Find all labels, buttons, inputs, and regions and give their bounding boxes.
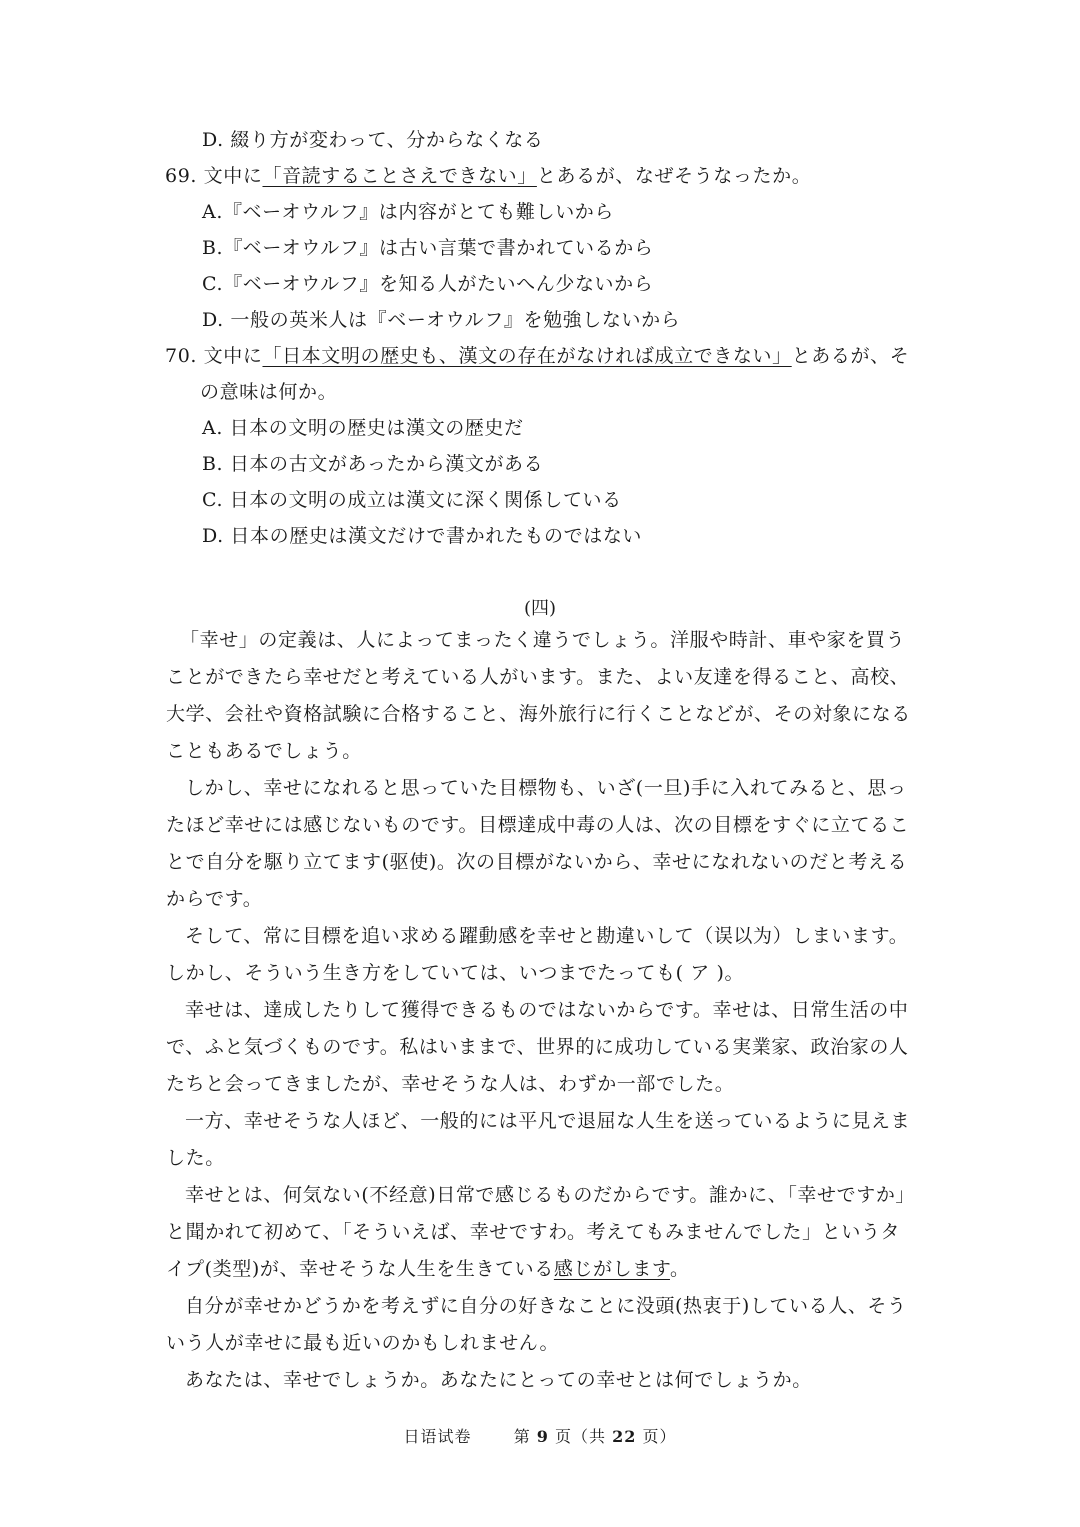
- passage-line-21: あなたは、幸せでしょうか。あなたにとっての幸せとは何でしょうか。: [185, 1369, 812, 1391]
- q69-number: 69.: [165, 165, 198, 187]
- passage-line-19: 自分が幸せかどうかを考えずに自分の好きなことに没頭(热衷于)している人、そう: [185, 1295, 907, 1317]
- passage-line-18-prefix: イプ(类型)が、幸せそうな人生を生きている: [166, 1258, 554, 1280]
- q69-prefix: 文中に: [203, 165, 263, 187]
- passage-line-7: とで自分を駆り立てます(驱使)。次の目標がないから、幸せになれないのだと考える: [166, 851, 908, 873]
- q69-question: [165, 164, 811, 188]
- passage-line-2: ことができたら幸せだと考えている人がいます。また、よい友達を得ること、高校、: [166, 666, 910, 688]
- passage-line-14: 一方、幸せそうな人ほど、一般的には平凡で退屈な人生を送っているように見えま: [185, 1110, 911, 1132]
- q69-option-a: A.『ベーオウルフ』は内容がとても難しいから: [202, 201, 615, 223]
- q70-quote: 「日本文明の歴史も、漢文の存在がなければ成立できない」: [262, 345, 792, 367]
- passage-line-10: しかし、そういう生き方をしていては、いつまでたっても( ア )。: [166, 962, 745, 984]
- passage-line-8: からです。: [166, 888, 263, 910]
- passage-line-16: 幸せとは、何気ない(不经意)日常で感じるものだからです。誰かに、「幸せですか」: [185, 1184, 916, 1206]
- underlined-phrase: 感じがします: [553, 1258, 670, 1280]
- footer-page-suffix: 页）: [642, 1427, 677, 1446]
- q70-option-d: D. 日本の歴史は漢文だけで書かれたものではない: [202, 525, 643, 547]
- q70-option-c: C. 日本の文明の成立は漢文に深く関係している: [202, 489, 622, 511]
- passage-line-20: いう人が幸せに最も近いのかもしれません。: [166, 1332, 560, 1354]
- passage-line-18-suffix: 。: [669, 1258, 690, 1280]
- q69-option-b: B.『ベーオウルフ』は古い言葉で書かれているから: [202, 237, 654, 259]
- q68-option-d: D. 綴り方が変わって、分からなくなる: [202, 129, 544, 151]
- page-footer: [0, 1424, 1080, 1447]
- passage-line-1: 「幸せ」の定義は、人によってまったく違うでしょう。洋服や時計、車や家を買う: [180, 629, 906, 651]
- q69-option-c: C.『ベーオウルフ』を知る人がたいへん少ないから: [202, 273, 654, 295]
- q70-prefix: 文中に: [203, 345, 263, 367]
- passage-line-4: こともあるでしょう。: [166, 740, 362, 762]
- passage-line-12: で、ふと気づくものです。私はいままで、世界的に成功している実業家、政治家の人: [166, 1036, 909, 1058]
- q70-number: 70.: [165, 345, 198, 367]
- section-heading: (四): [523, 598, 557, 619]
- footer-page-total: 22: [612, 1427, 637, 1446]
- passage-line-18: [166, 1257, 690, 1281]
- q70-question: [165, 344, 909, 368]
- passage-line-6: たほど幸せには感じないものです。目標達成中毒の人は、次の目標をすぐに立てるこ: [166, 814, 910, 836]
- footer-subject: 日语试卷: [403, 1427, 472, 1446]
- passage-line-17: と聞かれて初めて、「そういえば、幸せですわ。考えてもみませんでした」というタ: [166, 1221, 901, 1243]
- q69-quote: 「音読することさえできない」: [262, 165, 537, 187]
- passage-line-3: 大学、会社や資格試験に合格すること、海外旅行に行くことなどが、その対象になる: [166, 703, 911, 725]
- footer-page-prefix: 第: [513, 1427, 531, 1446]
- passage-line-9: そして、常に目標を追い求める躍動感を幸せと勘違いして（误以为）しまいます。: [185, 925, 909, 947]
- q69-suffix: とあるが、なぜそうなったか。: [536, 165, 812, 187]
- q69-option-d: D. 一般の英米人は『ベーオウルフ』を勉強しないから: [202, 309, 681, 331]
- q70-option-b: B. 日本の古文があったから漢文がある: [202, 453, 544, 475]
- footer-page-mid: 页（共: [555, 1427, 607, 1446]
- q70-continuation: の意味は何か。: [200, 381, 338, 403]
- passage-line-13: たちと会ってきましたが、幸せそうな人は、わずか一部でした。: [166, 1073, 735, 1095]
- q70-suffix: とあるが、そ: [791, 345, 910, 367]
- passage-line-5: しかし、幸せになれると思っていた目標物も、いざ(一旦)手に入れてみると、思っ: [185, 777, 907, 799]
- q70-option-a: A. 日本の文明の歴史は漢文の歴史だ: [202, 417, 524, 439]
- passage-line-11: 幸せは、達成したりして獲得できるものではないからです。幸せは、日常生活の中: [185, 999, 909, 1021]
- passage-line-15: した。: [166, 1147, 225, 1169]
- footer-page-number: 9: [536, 1427, 549, 1446]
